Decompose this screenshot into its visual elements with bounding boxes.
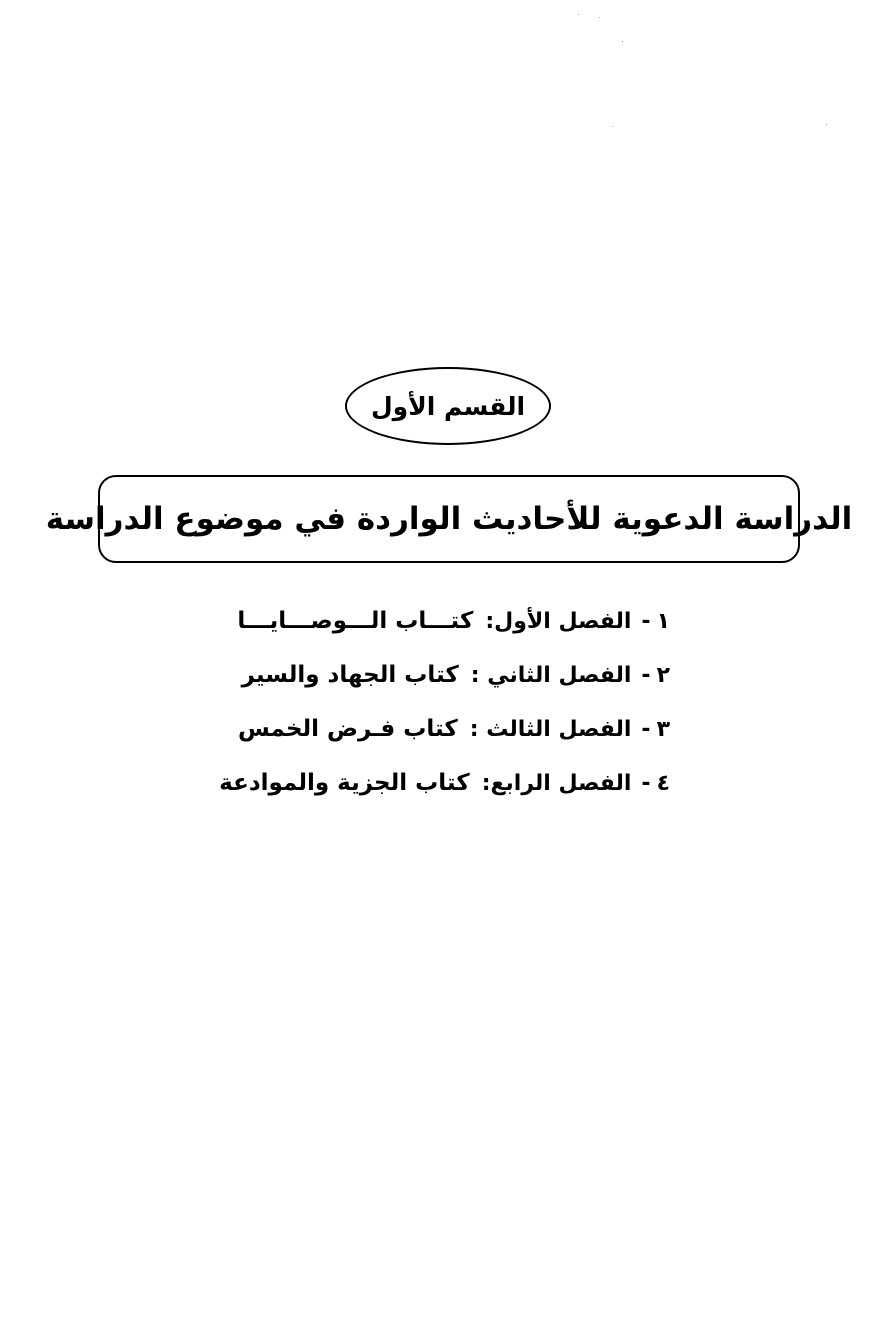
section-heading-oval bbox=[345, 367, 551, 445]
chapter-number: ١ bbox=[656, 608, 670, 634]
section-heading: القسم الأول bbox=[370, 391, 526, 421]
chapter-dash: - bbox=[641, 716, 651, 742]
chapter-number: ٤ bbox=[656, 770, 670, 796]
chapter-list bbox=[200, 594, 670, 814]
chapter-book-title: كتاب الجهاد والسير bbox=[241, 662, 459, 688]
chapter-dash: - bbox=[641, 608, 651, 634]
chapter-book-title: كتاب الجزية والموادعة bbox=[219, 770, 470, 796]
scan-speck bbox=[599, 17, 600, 18]
chapter-name: الفصل الرابع: bbox=[481, 770, 632, 796]
section-title-box bbox=[45, 475, 853, 563]
scan-speck bbox=[826, 124, 827, 125]
chapter-book-title: كتـــاب الـــوصـــايـــا bbox=[237, 608, 474, 634]
chapter-number: ٣ bbox=[656, 716, 670, 742]
chapter-item bbox=[200, 756, 670, 810]
chapter-name: الفصل الثاني : bbox=[470, 662, 632, 688]
section-title: الدراسة الدعوية للأحاديث الواردة في موضوع الدراسة bbox=[45, 500, 853, 537]
chapter-number: ٢ bbox=[656, 662, 670, 688]
chapter-book-title: كتاب فـرض الخمس bbox=[238, 716, 458, 742]
chapter-dash: - bbox=[641, 770, 651, 796]
chapter-item bbox=[200, 702, 670, 756]
chapter-dash: - bbox=[641, 662, 651, 688]
chapter-item bbox=[200, 648, 670, 702]
scan-speck bbox=[578, 14, 579, 15]
scan-speck bbox=[622, 41, 623, 42]
chapter-name: الفصل الأول: bbox=[485, 608, 632, 634]
chapter-item bbox=[200, 594, 670, 648]
chapter-name: الفصل الثالث : bbox=[469, 716, 632, 742]
scan-speck bbox=[612, 126, 613, 127]
